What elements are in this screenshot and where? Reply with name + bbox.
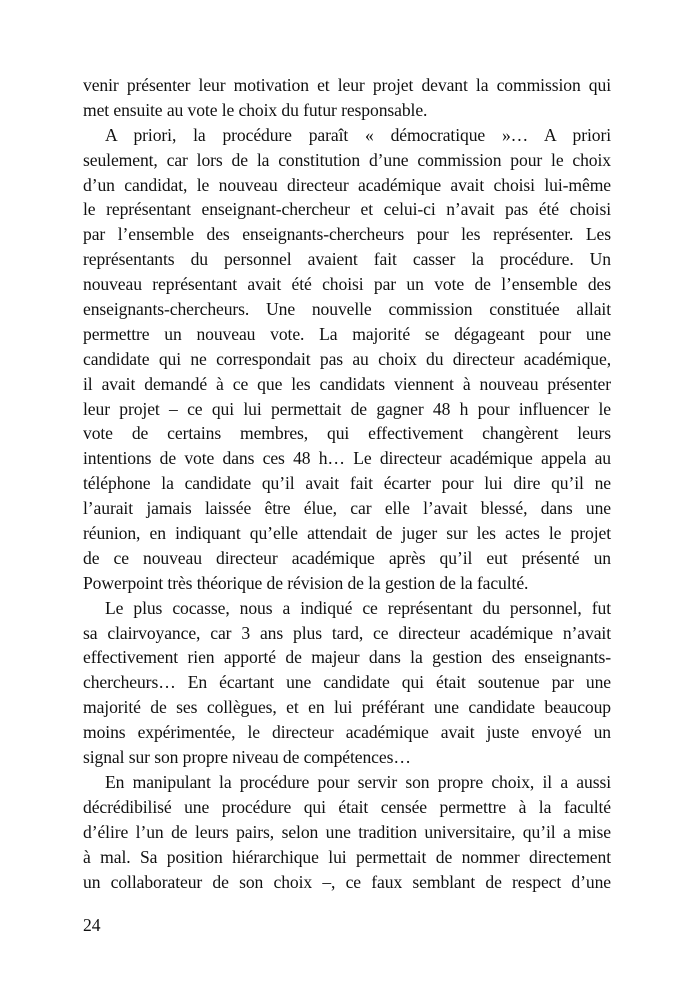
text-line: A priori, la procédure paraît « démocratique »… A priori [105,124,611,145]
paragraph-4 [83,770,611,894]
text-line: met ensuite au vote le choix du futur responsable. [83,99,428,120]
page-number: 24 [83,915,101,935]
text-line: un collaborateur de son choix –, ce faux semblant de respect d’une [83,871,611,892]
text-line: de ce nouveau directeur académique après qu’il eut présenté un [83,547,611,568]
text-line: par l’ensemble des enseignants-chercheurs pour les représenter. Les [83,224,611,245]
text-line: nouveau représentant avait été choisi par un vote de l’ensemble des [83,274,611,295]
text-line: candidate qui ne correspondait pas au choix du directeur académique, [83,348,611,369]
text-line: d’un candidat, le nouveau directeur académique avait choisi lui-même [83,174,611,195]
text-line: à mal. Sa position hiérarchique lui permettait de nommer directement [83,846,611,867]
text-line: intentions de vote dans ces 48 h… Le directeur académique appela au [83,448,611,469]
text-line: l’aurait jamais laissée être élue, car elle l’avait blessé, dans une [83,498,611,519]
text-line: chercheurs… En écartant une candidate qui était soutenue par une [83,672,611,693]
text-line: effectivement rien apporté de majeur dans la gestion des enseignants- [83,647,611,668]
text-line: décrédibilisé une procédure qui était censée permettre à la faculté [83,796,611,817]
text-line: majorité de ses collègues, et en lui préférant une candidate beaucoup [83,697,611,718]
text-line: téléphone la candidate qu’il avait fait écarter pour lui dire qu’il ne [83,473,611,494]
text-line: seulement, car lors de la constitution d’une commission pour le choix [83,149,611,170]
text-line: permettre un nouveau vote. La majorité se dégageant pour une [83,323,611,344]
text-line: représentants du personnel avaient fait casser la procédure. Un [83,249,611,270]
text-line: moins expérimentée, le directeur académique avait juste envoyé un [83,722,611,743]
paragraph-3 [83,596,611,770]
text-line: réunion, en indiquant qu’elle attendait de juger sur les actes le projet [83,523,611,544]
text-line: d’élire l’un de leurs pairs, selon une tradition universitaire, qu’il a mise [83,821,611,842]
body-text [83,73,611,894]
text-line: le représentant enseignant-chercheur et celui-ci n’avait pas été choisi [83,199,611,220]
text-line: sa clairvoyance, car 3 ans plus tard, ce directeur académique n’avait [83,622,611,643]
text-line: venir présenter leur motivation et leur projet devant la commission qui [83,75,611,95]
text-line: il avait demandé à ce que les candidats viennent à nouveau présenter [83,373,611,394]
paragraph-1 [83,73,611,123]
text-line: enseignants-chercheurs. Une nouvelle commission constituée allait [83,299,611,320]
text-line: En manipulant la procédure pour servir son propre choix, il a aussi [105,771,611,792]
text-line: Le plus cocasse, nous a indiqué ce représentant du personnel, fut [105,597,611,618]
text-line: leur projet – ce qui lui permettait de gagner 48 h pour influencer le [83,398,611,419]
text-line: Powerpoint très théorique de révision de la gestion de la faculté. [83,572,529,593]
text-line: vote de certains membres, qui effectivement changèrent leurs [83,423,611,444]
text-line: signal sur son propre niveau de compétences… [83,747,411,768]
paragraph-2 [83,123,611,596]
